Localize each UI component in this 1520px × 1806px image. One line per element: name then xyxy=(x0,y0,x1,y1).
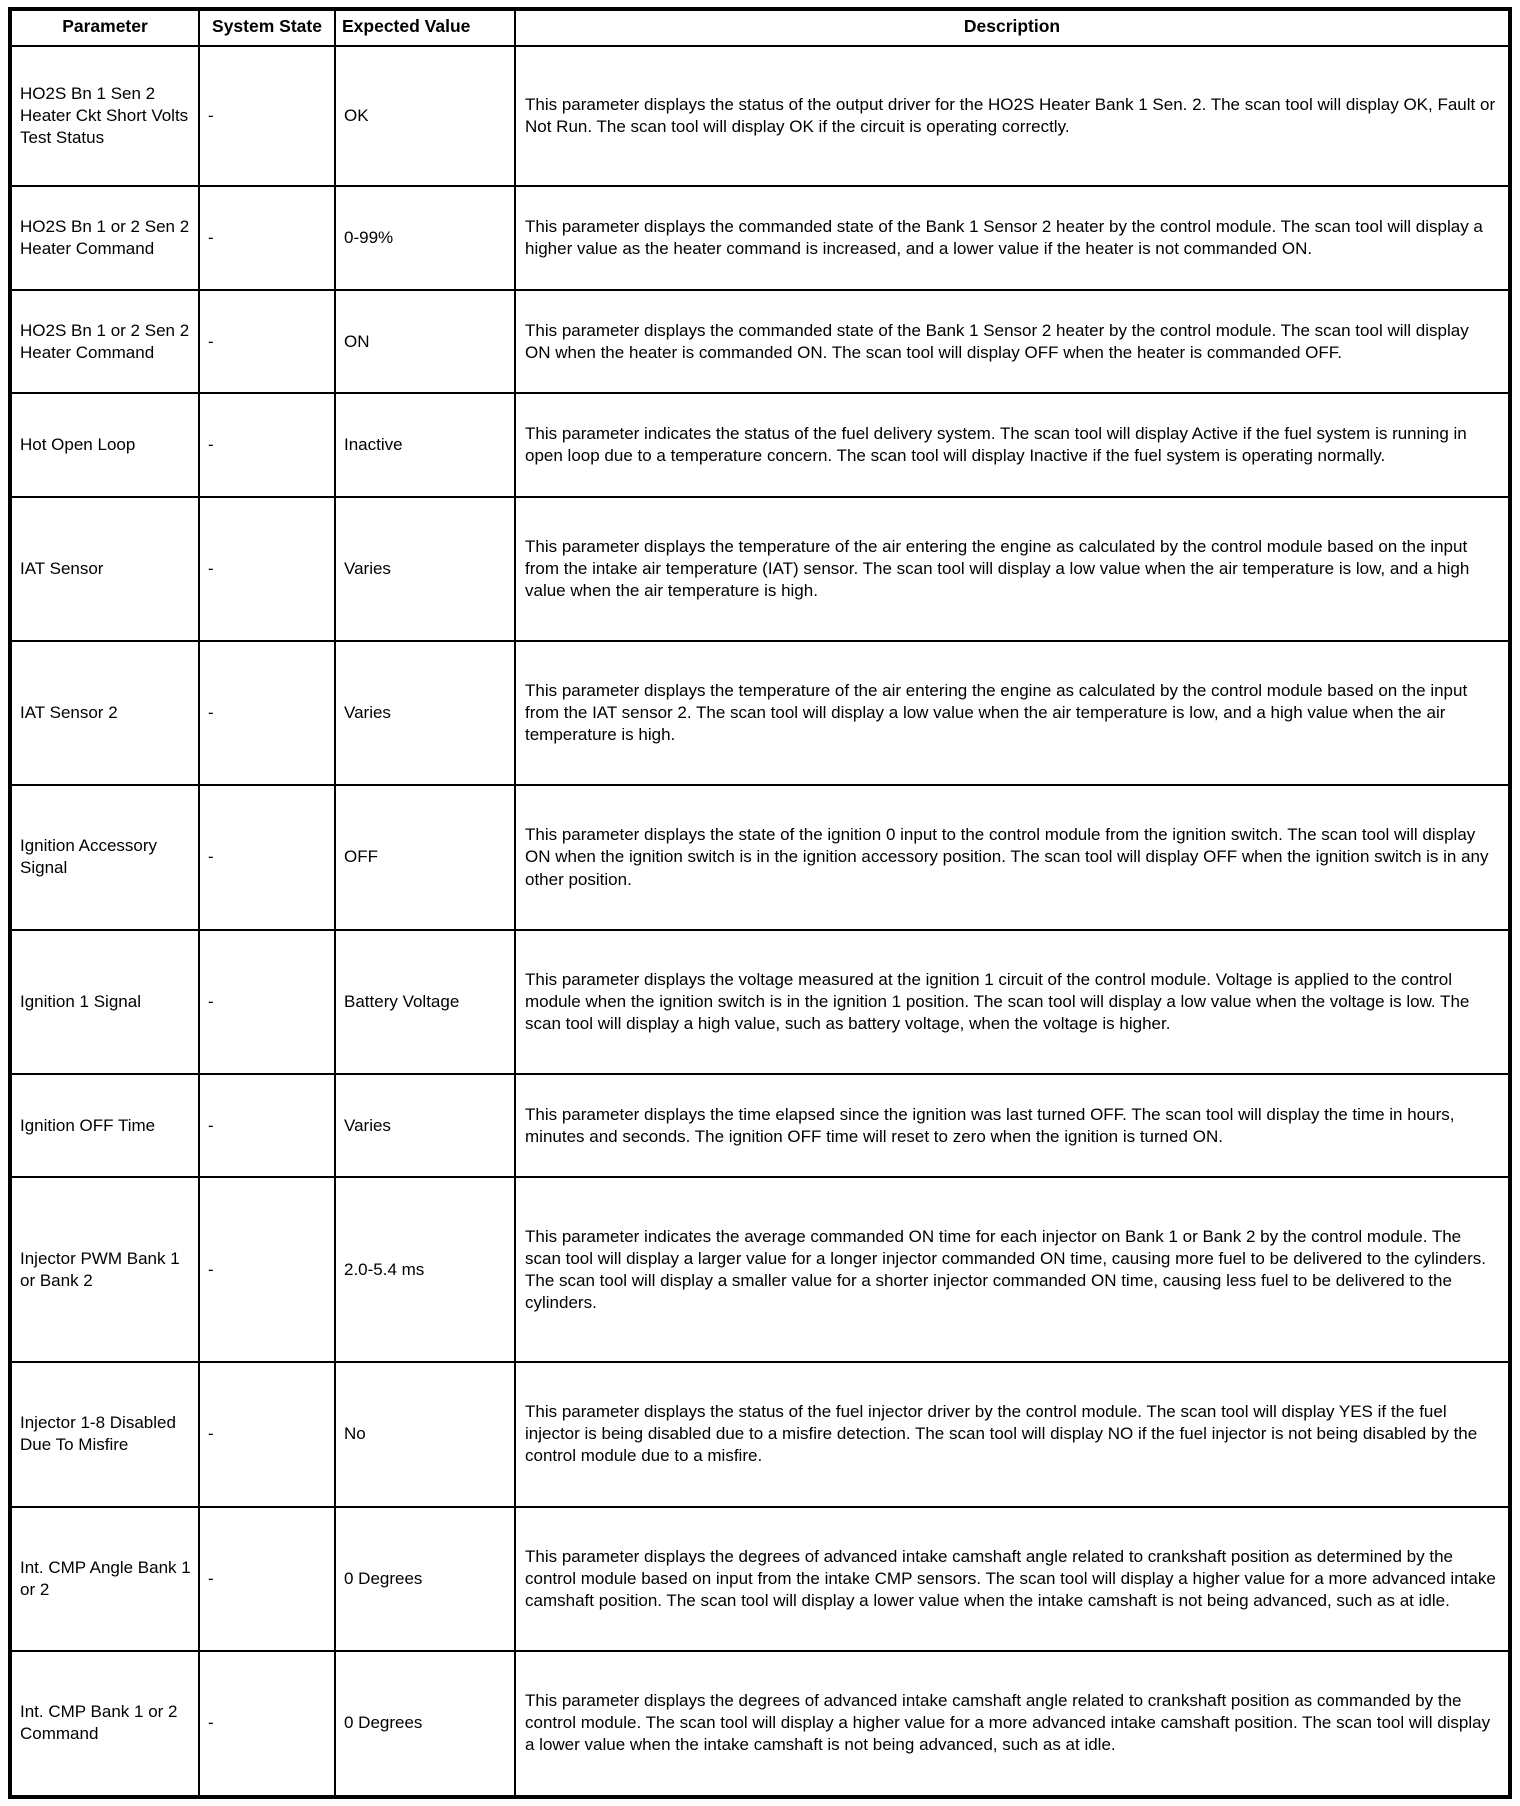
header-system-state: System State xyxy=(199,9,335,46)
table-row xyxy=(10,1362,1510,1506)
description-cell: This parameter displays the time elapsed since the ignition was last turned OFF. The scan tool will display the time in hours, minutes and seconds. The ignition OFF time will reset to zero when the ignition is turned ON. xyxy=(515,1074,1510,1178)
system-state-cell: - xyxy=(199,290,335,394)
expected-value-cell: Battery Voltage xyxy=(335,930,515,1074)
system-state-cell: - xyxy=(199,46,335,187)
description-cell: This parameter displays the voltage measured at the ignition 1 circuit of the control module. Voltage is applied to the control module when the ignition switch is in the ignition 1 position. The scan tool will display a low value when the voltage is low. The scan tool will display a high value, such as battery voltage, when the voltage is higher. xyxy=(515,930,1510,1074)
system-state-cell: - xyxy=(199,641,335,785)
parameter-cell: Hot Open Loop xyxy=(10,393,199,497)
description-cell: This parameter displays the state of the ignition 0 input to the control module from the ignition switch. The scan tool will display ON when the ignition switch is in the ignition accessory position. The scan tool will display OFF when the ignition switch is in any other position. xyxy=(515,785,1510,929)
system-state-cell: - xyxy=(199,393,335,497)
header-description: Description xyxy=(515,9,1510,46)
parameter-table xyxy=(8,7,1512,1799)
expected-value-cell: No xyxy=(335,1362,515,1506)
expected-value-cell: 0-99% xyxy=(335,186,515,290)
table-row xyxy=(10,641,1510,785)
table-row xyxy=(10,290,1510,394)
system-state-cell: - xyxy=(199,1177,335,1362)
expected-value-cell: Varies xyxy=(335,497,515,641)
system-state-cell: - xyxy=(199,1507,335,1651)
system-state-cell: - xyxy=(199,1651,335,1797)
system-state-cell: - xyxy=(199,186,335,290)
system-state-cell: - xyxy=(199,497,335,641)
parameter-cell: Ignition OFF Time xyxy=(10,1074,199,1178)
header-parameter: Parameter xyxy=(10,9,199,46)
expected-value-cell: ON xyxy=(335,290,515,394)
description-cell: This parameter displays the degrees of advanced intake camshaft angle related to crankshaft position as determined by the control module based on input from the intake CMP sensors. The scan tool will display a higher value for a more advanced intake camshaft position. The scan tool will display a lower value when the intake camshaft is not being advanced, such as at idle. xyxy=(515,1507,1510,1651)
expected-value-cell: OFF xyxy=(335,785,515,929)
parameter-cell: Ignition Accessory Signal xyxy=(10,785,199,929)
description-cell: This parameter displays the commanded state of the Bank 1 Sensor 2 heater by the control module. The scan tool will display a higher value as the heater command is increased, and a lower value if the heater is not commanded ON. xyxy=(515,186,1510,290)
table-row xyxy=(10,393,1510,497)
system-state-cell: - xyxy=(199,1074,335,1178)
parameter-cell: Injector 1-8 Disabled Due To Misfire xyxy=(10,1362,199,1506)
table-row xyxy=(10,186,1510,290)
table-header-row xyxy=(10,9,1510,46)
description-cell: This parameter displays the temperature of the air entering the engine as calculated by the control module based on the input from the IAT sensor 2. The scan tool will display a low value when the air temperature is low, and a high value when the air temperature is high. xyxy=(515,641,1510,785)
table-body xyxy=(10,46,1510,1797)
table-row xyxy=(10,497,1510,641)
description-cell: This parameter displays the status of the output driver for the HO2S Heater Bank 1 Sen. 2. The scan tool will display OK, Fault or Not Run. The scan tool will display OK if the circuit is operating correctly. xyxy=(515,46,1510,187)
description-cell: This parameter displays the degrees of advanced intake camshaft angle related to crankshaft position as commanded by the control module. The scan tool will display a higher value for a more advanced intake camshaft position. The scan tool will display a lower value when the intake camshaft is not being advanced, such as at idle. xyxy=(515,1651,1510,1797)
header-expected-value: Expected Value xyxy=(335,9,515,46)
table-row xyxy=(10,930,1510,1074)
table-row xyxy=(10,46,1510,187)
parameter-cell: IAT Sensor 2 xyxy=(10,641,199,785)
description-cell: This parameter displays the status of the fuel injector driver by the control module. The scan tool will display YES if the fuel injector is being disabled due to a misfire detection. The scan tool will display NO if the fuel injector is not being disabled by the control module due to a misfire. xyxy=(515,1362,1510,1506)
description-cell: This parameter displays the temperature of the air entering the engine as calculated by the control module based on the input from the intake air temperature (IAT) sensor. The scan tool will display a low value when the air temperature is low, and a high value when the air temperature is high. xyxy=(515,497,1510,641)
expected-value-cell: Varies xyxy=(335,1074,515,1178)
system-state-cell: - xyxy=(199,1362,335,1506)
table-row xyxy=(10,1074,1510,1178)
parameter-cell: HO2S Bn 1 Sen 2 Heater Ckt Short Volts Test Status xyxy=(10,46,199,187)
system-state-cell: - xyxy=(199,930,335,1074)
description-cell: This parameter indicates the status of the fuel delivery system. The scan tool will display Active if the fuel system is running in open loop due to a temperature concern. The scan tool will display Inactive if the fuel system is operating normally. xyxy=(515,393,1510,497)
table-row xyxy=(10,1177,1510,1362)
table-row xyxy=(10,785,1510,929)
expected-value-cell: 2.0-5.4 ms xyxy=(335,1177,515,1362)
expected-value-cell: 0 Degrees xyxy=(335,1651,515,1797)
parameter-cell: Ignition 1 Signal xyxy=(10,930,199,1074)
parameter-cell: Int. CMP Angle Bank 1 or 2 xyxy=(10,1507,199,1651)
parameter-cell: Int. CMP Bank 1 or 2 Command xyxy=(10,1651,199,1797)
table-row xyxy=(10,1507,1510,1651)
expected-value-cell: 0 Degrees xyxy=(335,1507,515,1651)
description-cell: This parameter indicates the average commanded ON time for each injector on Bank 1 or Bank 2 by the control module. The scan tool will display a larger value for a longer injector commanded ON time, causing more fuel to be delivered to the cylinders. The scan tool will display a smaller value for a shorter injector commanded ON time, causing less fuel to be delivered to the cylinders. xyxy=(515,1177,1510,1362)
description-cell: This parameter displays the commanded state of the Bank 1 Sensor 2 heater by the control module. The scan tool will display ON when the heater is commanded ON. The scan tool will display OFF when the heater is commanded OFF. xyxy=(515,290,1510,394)
expected-value-cell: OK xyxy=(335,46,515,187)
expected-value-cell: Varies xyxy=(335,641,515,785)
parameter-cell: IAT Sensor xyxy=(10,497,199,641)
parameter-cell: HO2S Bn 1 or 2 Sen 2 Heater Command xyxy=(10,186,199,290)
parameter-cell: Injector PWM Bank 1 or Bank 2 xyxy=(10,1177,199,1362)
parameter-cell: HO2S Bn 1 or 2 Sen 2 Heater Command xyxy=(10,290,199,394)
system-state-cell: - xyxy=(199,785,335,929)
table-row xyxy=(10,1651,1510,1797)
expected-value-cell: Inactive xyxy=(335,393,515,497)
